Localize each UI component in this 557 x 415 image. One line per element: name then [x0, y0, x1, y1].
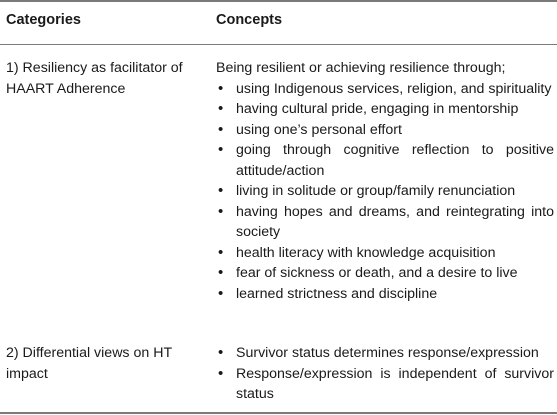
list-item: • fear of sickness or death, and a desire to live [216, 263, 554, 284]
row-2-concepts [216, 343, 554, 405]
header-categories: Categories [6, 12, 81, 28]
list-item: • going through cognitive reflection to positive attitude/action [216, 140, 554, 181]
list-item: • Survivor status determines response/expression [216, 343, 554, 364]
header-rule [0, 44, 557, 45]
list-item: • having hopes and dreams, and reintegrating into society [216, 202, 554, 243]
list-item: • health literacy with knowledge acquisition [216, 243, 554, 264]
list-item: • using Indigenous services, religion, and spirituality [216, 79, 554, 100]
list-item: • having cultural pride, engaging in mentorship [216, 99, 554, 120]
table-bottom-rule [0, 412, 557, 414]
row-2-category: 2) Differential views on HT impact [6, 345, 172, 382]
row-1-bullet-list [216, 79, 554, 305]
table-top-rule [0, 0, 557, 2]
row-1-category: 1) Resiliency as facilitator of HAART Adherence [6, 60, 183, 97]
list-item: • learned strictness and discipline [216, 284, 554, 305]
row-2-bullet-list [216, 343, 554, 405]
row-1-concepts [216, 58, 554, 304]
row-1-intro: Being resilient or achieving resilience through; [216, 60, 506, 76]
list-item: • using one’s personal effort [216, 120, 554, 141]
list-item: • Response/expression is independent of survivor status [216, 364, 554, 405]
header-concepts: Concepts [216, 12, 283, 28]
list-item: • living in solitude or group/family renunciation [216, 181, 554, 202]
